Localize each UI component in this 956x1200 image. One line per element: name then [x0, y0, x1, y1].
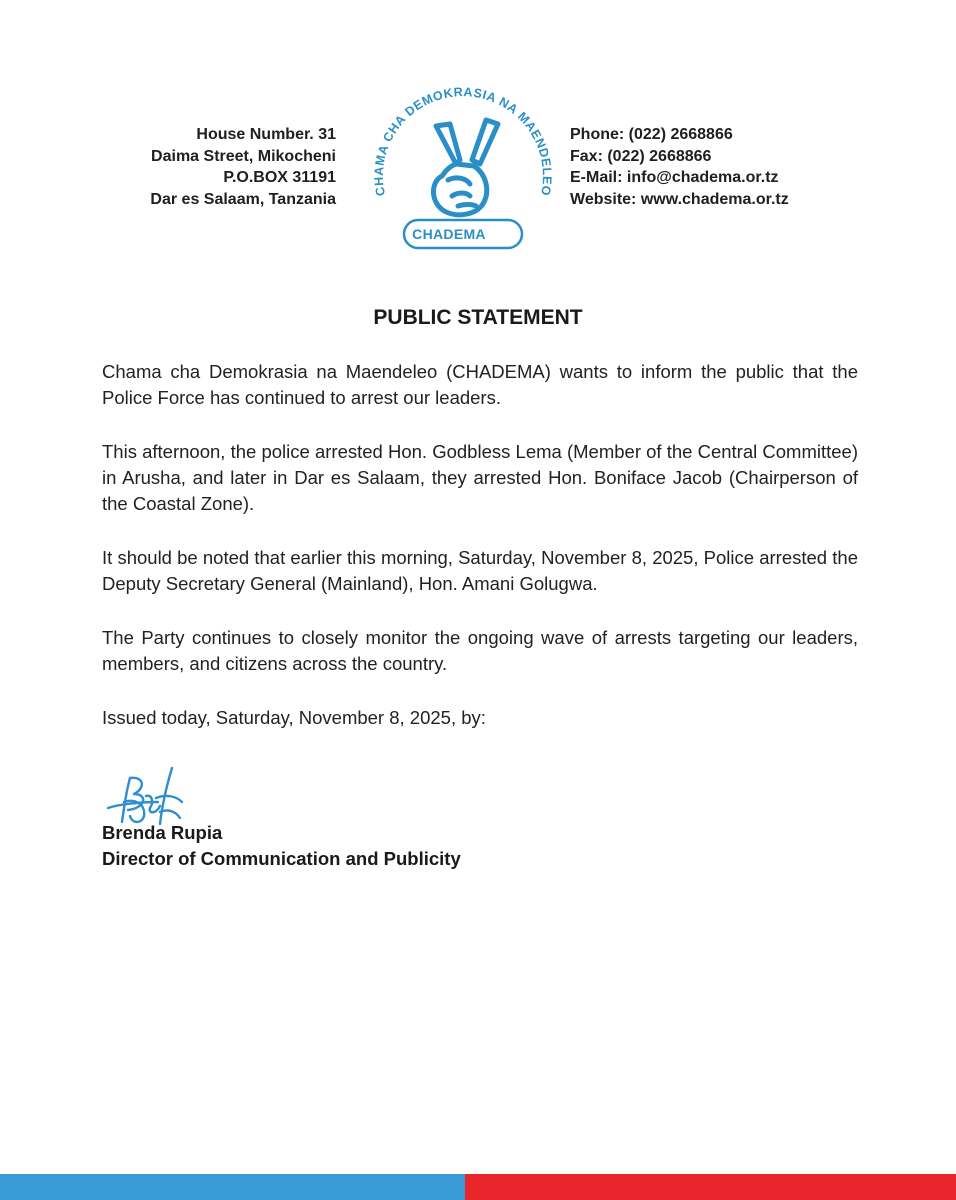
contact-block	[570, 124, 789, 210]
address-line: Dar es Salaam, Tanzania	[150, 190, 336, 208]
victory-hand-icon	[433, 120, 498, 215]
footer-bar-blue	[0, 1174, 465, 1200]
statement-body	[102, 359, 858, 759]
signature-block	[102, 820, 461, 872]
contact-line: Website: www.chadema.or.tz	[570, 190, 789, 208]
contact-line: Phone: (022) 2668866	[570, 126, 733, 143]
footer-bar-red	[465, 1174, 956, 1200]
paragraph: Issued today, Saturday, November 8, 2025, by:	[102, 707, 486, 728]
address-line: P.O.BOX 31191	[223, 169, 336, 186]
contact-line: E-Mail: info@chadema.or.tz	[570, 169, 779, 186]
address-line: Daima Street, Mikocheni	[151, 147, 336, 165]
page-title: PUBLIC STATEMENT	[373, 306, 583, 329]
address-block	[150, 124, 336, 210]
contact-line: Fax: (022) 2668866	[570, 147, 712, 165]
signatory-name: Brenda Rupia	[102, 822, 223, 843]
address-line: House Number. 31	[196, 126, 336, 143]
paragraph: The Party continues to closely monitor the ongoing wave of arrests targeting our leaders, members, and citizens across the country.	[102, 627, 858, 674]
logo-name: CHADEMA	[412, 226, 486, 242]
paragraph: It should be noted that earlier this morning, Saturday, November 8, 2025, Police arrested the Deputy Secretary General (Mainland), Hon. Amani Golugwa.	[102, 547, 858, 594]
letterhead	[0, 0, 956, 260]
paragraph: This afternoon, the police arrested Hon. Godbless Lema (Member of the Central Committee) in Arusha, and later in Dar es Salaam, they arrested Hon. Boniface Jacob (Chairperson of the Coastal Zone).	[102, 441, 858, 514]
logo-ring-text: CHAMA CHA DEMOKRASIA NA MAENDELEO	[371, 86, 555, 198]
paragraph: Chama cha Demokrasia na Maendeleo (CHADEMA) wants to inform the public that the Police Force has continued to arrest our leaders.	[102, 361, 858, 408]
signatory-position: Director of Communication and Publicity	[102, 848, 461, 869]
